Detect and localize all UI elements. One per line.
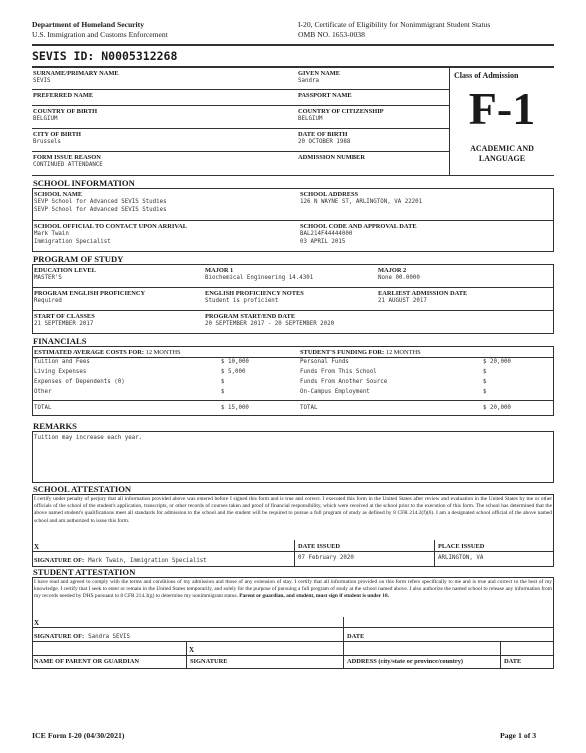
cost-item: Living Expenses: [34, 369, 87, 375]
row-rule: [32, 287, 554, 288]
header-rule: [32, 44, 554, 46]
school-attestation-text: I certify under penalty of perjury that all information provided above was entered before I signed this form and is true and correct. I executed this form in the United States after review and evaluation in the United States by me or other officials of the school of the student's application, transcripts, or other records of courses taken and proof of financial responsibility, which were received at the school prior to the execution of this form. The school has determined that the above named student's qualifications meet all standards for admission to the school and the student will be required to pursue a full program of study as defined by 8 CFR 214.2(f)(6). I am a designated school official of the above named school and am authorized to issue this form.: [34, 496, 552, 524]
funding-header-period: 12 MONTHS: [385, 349, 421, 356]
school-official-name: Mark Twain: [34, 231, 69, 237]
school-address-label: SCHOOL ADDRESS: [300, 191, 359, 198]
major1-label: MAJOR 1: [205, 267, 234, 274]
earliest-admission-value: 21 AUGUST 2017: [378, 298, 427, 304]
costs-header-label: ESTIMATED AVERAGE COSTS FOR:: [34, 349, 145, 356]
place-issued-value: ARLINGTON, VA: [438, 555, 484, 561]
col-rule: [294, 540, 295, 567]
funding-total-label: TOTAL: [300, 405, 318, 411]
costs-header: [34, 349, 181, 357]
cost-amount: $: [221, 389, 225, 395]
omb-number: OMB NO. 1653-0038: [298, 30, 365, 39]
school-info-title: SCHOOL INFORMATION: [33, 178, 135, 188]
education-level-value: MASTER'S: [34, 275, 62, 281]
costs-header-period: 12 MONTHS: [145, 349, 181, 356]
funding-item: Personal Funds: [300, 359, 349, 365]
citizenship-value: BELGIUM: [298, 116, 323, 122]
student-signature: [34, 630, 130, 642]
student-signature-value: Sandra SEVIS: [88, 634, 131, 640]
student-sign-x: X: [34, 619, 40, 627]
school-approval-date: 03 APRIL 2015: [300, 239, 346, 245]
birth-country-label: COUNTRY OF BIRTH: [33, 108, 98, 115]
row-rule: [32, 89, 449, 90]
parent-name-label: NAME OF PARENT OR GUARDIAN: [34, 658, 139, 665]
costs-total-label: TOTAL: [34, 405, 52, 411]
row-rule: [32, 551, 554, 552]
school-attestation-title: SCHOOL ATTESTATION: [33, 484, 132, 494]
birth-city-label: CITY OF BIRTH: [33, 131, 81, 138]
funding-amount: $: [483, 389, 487, 395]
english-proficiency-value: Required: [34, 298, 62, 304]
funding-header-label: STUDENT'S FUNDING FOR:: [300, 349, 385, 356]
funding-amount: $: [483, 379, 487, 385]
issue-reason-value: CONTINUED ATTENDANCE: [33, 162, 103, 168]
school-signature-value: Mark Twain, Immigration Specialist: [88, 558, 207, 564]
cost-amount: $ 10,000: [221, 359, 249, 365]
funding-item: Funds From Another Source: [300, 379, 388, 385]
major2-value: None 00.0000: [378, 275, 420, 281]
row-rule: [32, 151, 449, 152]
preferred-name-label: PREFERRED NAME: [33, 92, 94, 99]
funding-item: On-Campus Employment: [300, 389, 370, 395]
program-dates-label: PROGRAM START/END DATE: [205, 313, 296, 320]
row-rule: [32, 627, 554, 628]
cost-item: Tuition and Fees: [34, 359, 90, 365]
school-name-label: SCHOOL NAME: [34, 191, 83, 198]
english-proficiency-label: PROGRAM ENGLISH PROFICIENCY: [34, 290, 146, 297]
class-admission-line2: LANGUAGE: [478, 154, 526, 163]
funding-total-value: $ 20,000: [483, 405, 511, 411]
sevis-id: SEVIS ID: N0005312268: [32, 49, 178, 63]
row-rule: [32, 220, 554, 221]
row-rule: [32, 641, 554, 642]
student-attestation-title: STUDENT ATTESTATION: [33, 567, 136, 577]
row-rule: [32, 400, 554, 401]
surname-value: SEVIS: [33, 78, 51, 84]
given-name-label: GIVEN NAME: [298, 70, 341, 77]
funding-item: Funds From This School: [300, 369, 377, 375]
row-rule: [32, 310, 554, 311]
earliest-admission-label: EARLIEST ADMISSION DATE: [378, 290, 468, 297]
school-name-line1: SEVP School for Advanced SEVIS Studies: [34, 199, 167, 205]
funding-header: [300, 349, 421, 357]
start-classes-label: START OF CLASSES: [34, 313, 95, 320]
dob-value: 20 OCTOBER 1988: [298, 139, 351, 145]
financials-title: FINANCIALS: [33, 336, 87, 346]
agency-name: U.S. Immigration and Customs Enforcement: [32, 30, 168, 39]
row-rule: [32, 655, 554, 656]
education-level-label: EDUCATION LEVEL: [34, 267, 96, 274]
funding-amount: $: [483, 369, 487, 375]
citizenship-label: COUNTRY OF CITIZENSHIP: [298, 108, 384, 115]
parent-signature-label: SIGNATURE: [190, 658, 228, 665]
student-signature-label: SIGNATURE OF:: [34, 633, 85, 640]
funding-amount: $ 20,000: [483, 359, 511, 365]
class-admission-code: F-1: [468, 83, 536, 134]
col-rule: [186, 641, 187, 669]
english-notes-value: Student is proficient: [205, 298, 279, 304]
row-rule: [32, 105, 449, 106]
school-name-line2: SEVP School for Advanced SEVIS Studies: [34, 207, 167, 213]
major2-label: MAJOR 2: [378, 267, 407, 274]
cost-amount: $ 5,000: [221, 369, 246, 375]
costs-total-value: $ 15,000: [221, 405, 249, 411]
start-classes-value: 21 SEPTEMBER 2017: [34, 321, 94, 327]
school-official-label: SCHOOL OFFICIAL TO CONTACT UPON ARRIVAL: [34, 223, 187, 230]
section-rule: [32, 175, 554, 176]
parent-date-label: DATE: [504, 658, 522, 665]
issue-reason-label: FORM ISSUE REASON: [33, 154, 101, 161]
school-signature-label: SIGNATURE OF:: [34, 557, 85, 564]
date-issued-value: 07 February 2020: [298, 555, 354, 561]
department-name: Department of Homeland Security: [32, 20, 144, 29]
cost-amount: $: [221, 379, 225, 385]
form-id: ICE Form I-20 (04/30/2021): [32, 731, 125, 740]
school-official-title: Immigration Specialist: [34, 239, 111, 245]
program-title: PROGRAM OF STUDY: [33, 254, 124, 264]
col-rule: [343, 617, 344, 641]
remarks-title: REMARKS: [33, 421, 77, 431]
school-sign-x: X: [34, 543, 40, 551]
school-address-value: 126 N WAYNE ST, ARLINGTON, VA 22201: [300, 199, 423, 205]
class-admission-line1: ACADEMIC AND: [470, 144, 534, 153]
class-admission-label: Class of Admission: [454, 71, 519, 80]
cost-item: Expenses of Dependents (0): [34, 379, 125, 385]
birth-country-value: BELGIUM: [33, 116, 58, 122]
student-date-label: DATE: [347, 633, 365, 640]
date-issued-label: DATE ISSUED: [298, 543, 340, 550]
col-rule: [343, 641, 344, 669]
row-rule: [32, 128, 449, 129]
surname-label: SURNAME/PRIMARY NAME: [33, 70, 119, 77]
school-code-label: SCHOOL CODE AND APPROVAL DATE: [300, 223, 417, 230]
form-title: I-20, Certificate of Eligibility for Nonimmigrant Student Status: [298, 20, 491, 29]
school-code-value: BAL214F44444000: [300, 231, 353, 237]
col-rule: [500, 641, 501, 669]
passport-name-label: PASSPORT NAME: [298, 92, 352, 99]
given-name-value: Sandra: [298, 78, 319, 84]
admission-number-label: ADMISSION NUMBER: [298, 154, 365, 161]
student-attestation-bold: Parent or guardian, and student, must sign if student is under 18.: [239, 593, 390, 600]
sevis-rule: [32, 66, 554, 68]
remarks-text: Tuition may increase each year.: [34, 435, 143, 441]
program-dates-value: 20 SEPTEMBER 2017 - 20 SEPTEMBER 2020: [205, 321, 335, 327]
student-attestation-body: I have read and agreed to comply with the terms and conditions of my admission and those of any extension of stay. I certify that all information provided on this form refers specifically to me and is true and correct to the best of my knowledge. I certify that I seek to enter or remain in the United States temporarily, and solely for the purpose of pursuing a full program of study at the school named above. I also authorize the named school to release any information from my records needed by DHS pursuant to 8 CFR 214.3(g) to determine my nonimmigrant status.: [34, 579, 552, 600]
place-issued-label: PLACE ISSUED: [438, 543, 485, 550]
col-rule: [434, 540, 435, 567]
parent-sign-x: X: [189, 646, 195, 654]
dob-label: DATE OF BIRTH: [298, 131, 348, 138]
page-number: Page 1 of 3: [500, 731, 537, 740]
birth-city-value: Brussels: [33, 139, 61, 145]
parent-address-label: ADDRESS (city/state or province/country): [347, 658, 464, 665]
major1-value: Biochemical Engineering 14.4301: [205, 275, 314, 281]
student-attestation-text: [34, 579, 552, 601]
cost-item: Other: [34, 389, 52, 395]
school-signature: [34, 554, 207, 566]
english-notes-label: ENGLISH PROFICIENCY NOTES: [205, 290, 304, 297]
row-rule: [32, 357, 554, 358]
